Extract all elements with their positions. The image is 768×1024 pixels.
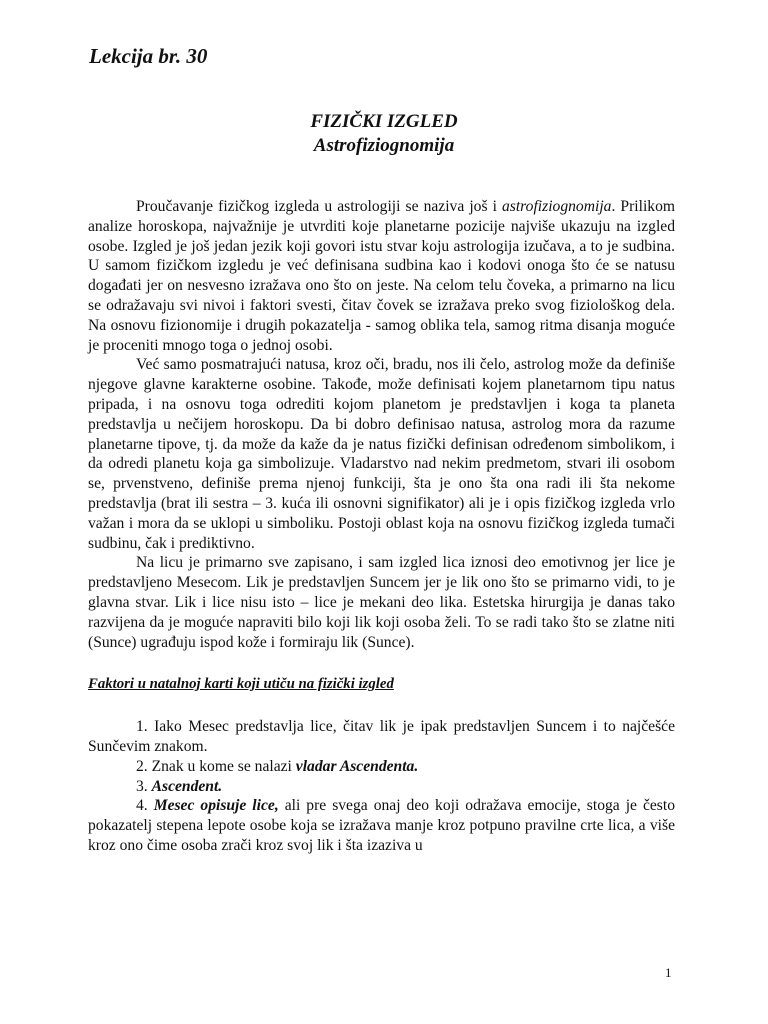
list-item-3-text: 3.	[136, 777, 152, 795]
page-title: FIZIČKI IZGLED	[310, 111, 458, 132]
title-block	[0, 110, 768, 158]
list-item-4-text: 4.	[136, 797, 154, 815]
factor-list	[88, 717, 675, 856]
paragraph-3: Na licu je primarno sve zapisano, i sam izgled lica iznosi deo emotivnog jer lice je predstavljeno Mesecom. Lik je predstavljen Suncem jer je lik ono što se primarno vidi, to je glavna stvar. Lik i lice nisu isto – lice je mekani deo lika. Estetska hirurgija je danas tako razvijena da je moguće napraviti bilo koji lik koji osoba želi. To se radi tako što se zlatne niti (Sunce) ugrađuju ispod kože i formiraju lik (Sunce).	[88, 554, 675, 651]
list-item-3	[88, 777, 675, 797]
list-item-2-emphasis: vladar Ascendenta.	[295, 757, 419, 775]
paragraph-2: Već samo posmatrajući natusa, kroz oči, bradu, nos ili čelo, astrolog može da definiše njegove glavne karakterne osobine. Takođe, može definisati kojem planetarnom tipu natus pripada, i na osnovu toga odrediti kojom planetom je predstavljen i koga ta planeta predstavlja u nečijem horoskopu. Da bi dobro definisao natusa, astrolog mora da razume planetarne tipove, tj. da može da kaže da je natus fizički definisan određenom simbolikom, i da odredi planetu koja ga simbolizuje. Vladarstvo nad nekim predmetom, stvari ili osobom se, prvenstveno, definiše prema njenoj funkciji, šta je ono šta ona radi ili šta nekome predstavlja (brat ili sestra – 3. kuća ili osnovni signifikator) ali je i opis fizičkog izgleda vrlo važan i mora da se uklopi u simboliku. Postoji oblast koja na osnovu fizičkog izgleda tumači sudbinu, čak i prediktivno.	[88, 356, 675, 552]
list-item-1: 1. Iako Mesec predstavlja lice, čitav lik je ipak predstavljen Suncem i to najčešće Sunčevim znakom.	[88, 718, 675, 755]
page-number: 1	[665, 965, 672, 980]
paragraph-1	[88, 197, 675, 355]
paragraph-1-start: Proučavanje fizičkog izgleda u astrologiji se naziva još i	[136, 198, 502, 215]
list-item-4	[88, 796, 675, 855]
list-item-2-text: 2. Znak u kome se nalazi	[136, 757, 296, 775]
section-heading: Faktori u natalnoj karti koji utiču na fizički izgled	[88, 676, 394, 693]
document-body	[88, 197, 675, 856]
list-item-3-emphasis: Ascendent.	[151, 777, 223, 795]
paragraph-1-rest: . Prilikom analize horoskopa, najvažnije je utvrditi koje planetarne pozicije najviše ukazuju na izgled osobe. Izgled je još jedan jezik koji govori istu stvar koju astrologija izučava, a to je sudbina. U samom fizičkom izgledu je već definisana sudbina kao i kodovi onoga što će se natusu događati jer on nesvesno izražava ono što on jeste. Na celom telu čoveka, a primarno na licu se odražavaju svi nivoi i faktori svesti, čitav čovek se izražava preko svog fiziološkog dela. Na osnovu fizionomije i drugih pokazatelja - samog oblika tela, samog ritma disanja moguće je proceniti mnogo toga o jednoj osobi.	[88, 198, 675, 354]
page-subtitle: Astrofiziognomija	[313, 135, 455, 156]
list-item-4-rest: ali pre svega onaj deo koji odražava emocije, stoga je često pokazatelj stepena lepote osobe koja se izražava manje kroz potpuno pravilne crte lica, a više kroz ono čime osoba zrači kroz svoj lik i šta izaziva u	[88, 797, 675, 854]
list-item-2	[88, 757, 675, 777]
paragraph-1-term: astrofiziognomija	[501, 198, 612, 215]
lesson-number: Lekcija br. 30	[89, 44, 208, 68]
list-item-4-emphasis: Mesec opisuje lice,	[153, 797, 279, 815]
